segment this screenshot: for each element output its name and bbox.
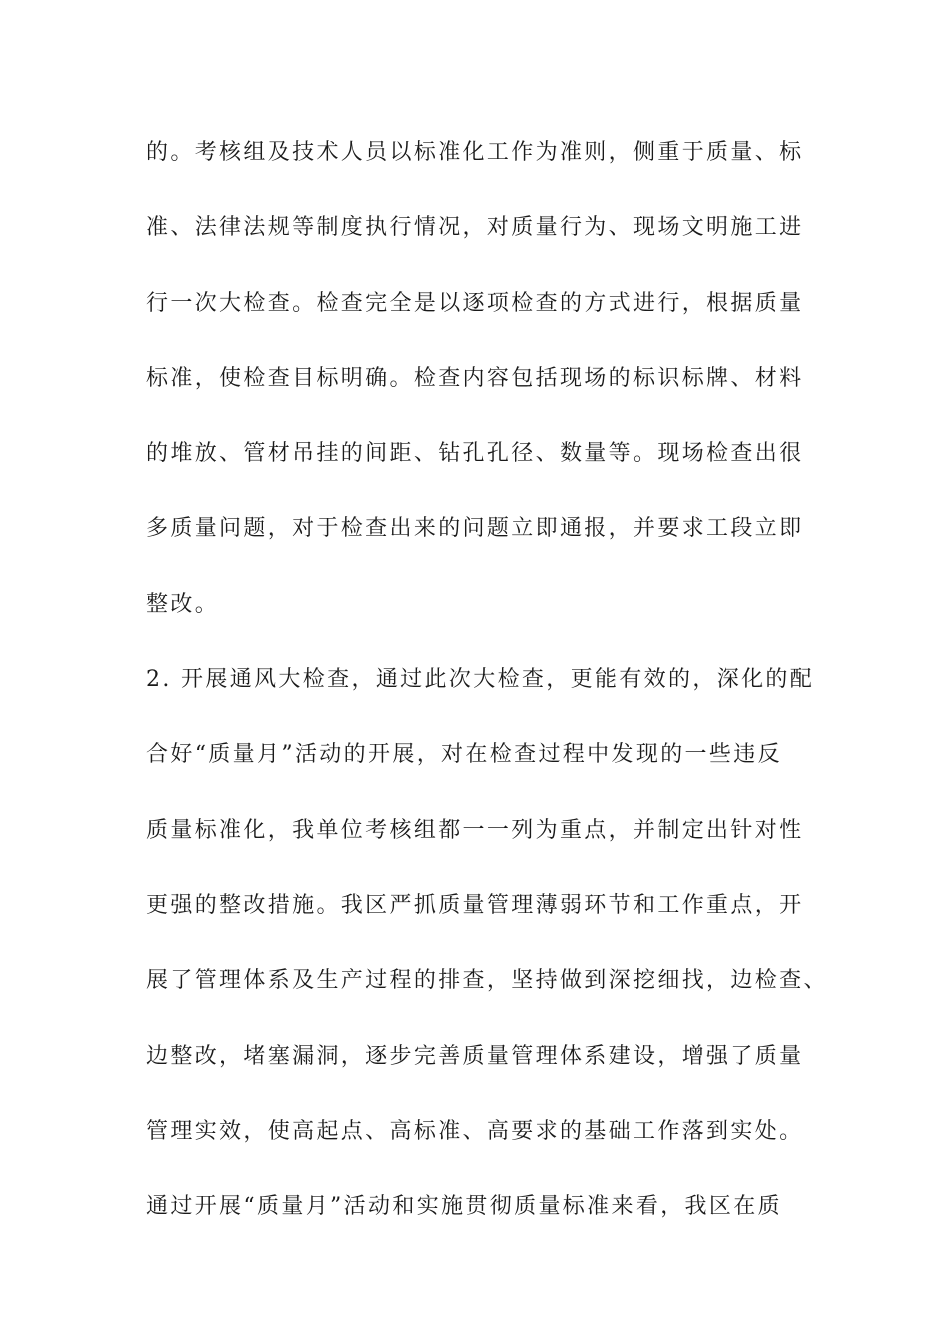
body-text (146, 127, 836, 1256)
text-line: 的堆放、管材吊挂的间距、钻孔孔径、数量等。现场检查出很 (146, 441, 804, 467)
text-line: 合好“质量月”活动的开展，对在检查过程中发现的一些违反 (146, 742, 782, 768)
text-line: 行一次大检查。检查完全是以逐项检查的方式进行，根据质量 (146, 290, 804, 316)
text-line: 整改。 (146, 591, 220, 617)
text-line: 展了管理体系及生产过程的排查，坚持做到深挖细找，边检查、 (146, 968, 828, 994)
text-line: 的。考核组及技术人员以标准化工作为准则，侧重于质量、标 (146, 140, 804, 165)
text-line: 多质量问题，对于检查出来的问题立即通报，并要求工段立即 (146, 516, 804, 542)
text-line: 准、法律法规等制度执行情况，对质量行为、现场文明施工进 (146, 215, 804, 241)
text-line: 标准，使检查目标明确。检查内容包括现场的标识标牌、材料 (146, 365, 804, 391)
text-line: 通过开展“质量月”活动和实施贯彻质量标准来看，我区在质 (146, 1194, 782, 1220)
text-line: 2. 开展通风大检查，通过此次大检查，更能有效的，深化的配 (146, 667, 815, 693)
text-line: 更强的整改措施。我区严抓质量管理薄弱环节和工作重点，开 (146, 892, 804, 918)
text-line: 边整改，堵塞漏洞，逐步完善质量管理体系建设，增强了质量 (146, 1043, 804, 1069)
text-line: 质量标准化，我单位考核组都一一列为重点，并制定出针对性 (146, 817, 804, 843)
text-line: 管理实效，使高起点、高标准、高要求的基础工作落到实处。 (146, 1118, 804, 1144)
